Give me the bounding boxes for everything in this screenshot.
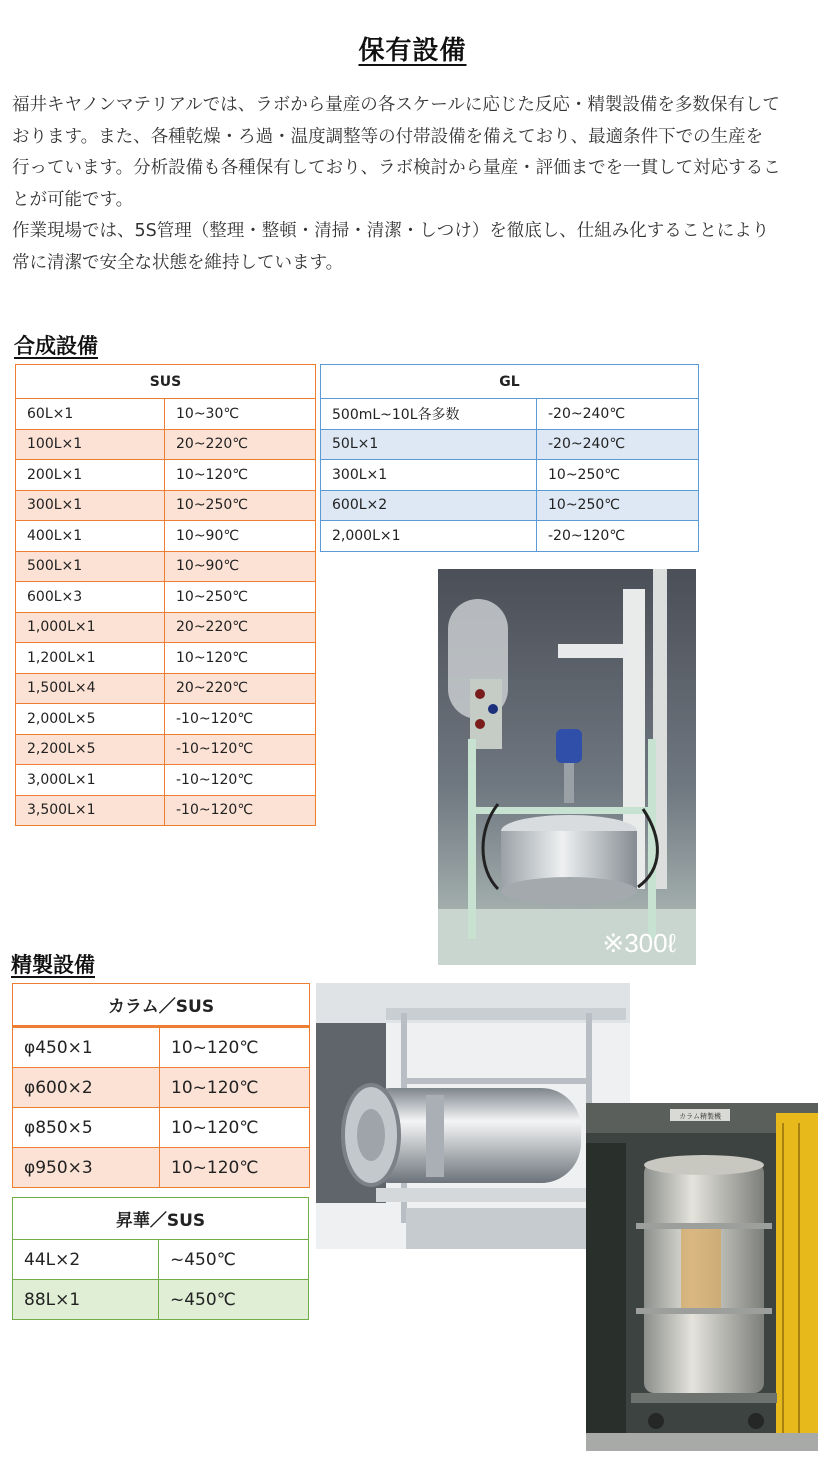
sus-capacity-cell: 600L×3 bbox=[16, 582, 165, 613]
gl-row bbox=[321, 521, 699, 552]
sus-temperature-cell: -10~120℃ bbox=[165, 765, 316, 796]
sus-temperature-cell: -10~120℃ bbox=[165, 734, 316, 765]
sublimation-row bbox=[13, 1240, 309, 1280]
sus-temperature-cell: 20~220℃ bbox=[165, 612, 316, 643]
synthesis-heading: 合成設備 bbox=[14, 334, 98, 358]
gl-table-header: GL bbox=[321, 365, 699, 399]
column-row bbox=[13, 1108, 310, 1148]
sus-capacity-cell: 400L×1 bbox=[16, 521, 165, 552]
sus-temperature-cell: 20~220℃ bbox=[165, 429, 316, 460]
gl-temperature-cell: -20~240℃ bbox=[537, 429, 699, 460]
sus-temperature-cell: 10~120℃ bbox=[165, 460, 316, 491]
column-photo-illustration bbox=[316, 983, 630, 1249]
gl-temperature-cell: -20~120℃ bbox=[537, 521, 699, 552]
gl-row bbox=[321, 490, 699, 521]
sus-row bbox=[16, 765, 316, 796]
intro-paragraph bbox=[12, 90, 817, 279]
column-capacity-cell: φ950×3 bbox=[13, 1148, 160, 1188]
gl-temperature-cell: 10~250℃ bbox=[537, 460, 699, 491]
sublimation-temperature-cell: ~450℃ bbox=[159, 1280, 309, 1320]
intro-line: 作業現場では、5S管理（整理・整頓・清掃・清潔・しつけ）を徹底し、仕組み化することにより bbox=[12, 221, 770, 241]
sublimation-capacity-cell: 88L×1 bbox=[13, 1280, 159, 1320]
gl-capacity-cell: 2,000L×1 bbox=[321, 521, 537, 552]
sus-row bbox=[16, 490, 316, 521]
reactor-photo-illustration bbox=[438, 569, 696, 965]
sus-row bbox=[16, 734, 316, 765]
column-row bbox=[13, 1068, 310, 1108]
gl-temperature-cell: -20~240℃ bbox=[537, 399, 699, 430]
sus-row bbox=[16, 399, 316, 430]
sus-capacity-cell: 500L×1 bbox=[16, 551, 165, 582]
sublimation-temperature-cell: ~450℃ bbox=[159, 1240, 309, 1280]
gl-capacity-cell: 500mL~10L各多数 bbox=[321, 399, 537, 430]
column-capacity-cell: φ850×5 bbox=[13, 1108, 160, 1148]
sus-row bbox=[16, 460, 316, 491]
column-sus-table-header: カラム／SUS bbox=[13, 984, 310, 1027]
intro-line: 福井キヤノンマテリアルでは、ラボから量産の各スケールに応じた反応・精製設備を多数保有して bbox=[12, 95, 780, 115]
column-row bbox=[13, 1027, 310, 1068]
sus-row bbox=[16, 551, 316, 582]
gl-temperature-cell: 10~250℃ bbox=[537, 490, 699, 521]
column-capacity-cell: φ600×2 bbox=[13, 1068, 160, 1108]
sus-capacity-cell: 200L×1 bbox=[16, 460, 165, 491]
intro-line: 常に清潔で安全な状態を維持しています。 bbox=[12, 252, 344, 273]
sus-capacity-cell: 1,000L×1 bbox=[16, 612, 165, 643]
sus-temperature-cell: 10~30℃ bbox=[165, 399, 316, 430]
gl-row bbox=[321, 429, 699, 460]
gl-capacity-cell: 50L×1 bbox=[321, 429, 537, 460]
sus-temperature-cell: 20~220℃ bbox=[165, 673, 316, 704]
intro-line: とが可能です。 bbox=[12, 189, 134, 210]
sus-temperature-cell: 10~90℃ bbox=[165, 551, 316, 582]
intro-line: おります。また、各種乾燥・ろ過・温度調整等の付帯設備を備えており、最適条件下での生産を bbox=[12, 126, 764, 147]
sus-temperature-cell: -10~120℃ bbox=[165, 795, 316, 826]
column-row bbox=[13, 1148, 310, 1188]
reactor-photo bbox=[438, 569, 696, 965]
sus-capacity-cell: 1,200L×1 bbox=[16, 643, 165, 674]
sus-row bbox=[16, 429, 316, 460]
page-title: 保有設備 bbox=[358, 36, 467, 66]
intro-line: 行っています。分析設備も各種保有しており、ラボ検討から量産・評価までを一貫して対応するこ bbox=[12, 158, 781, 178]
sublimation-sus-table bbox=[12, 1197, 309, 1320]
column-temperature-cell: 10~120℃ bbox=[160, 1148, 310, 1188]
column-unit-label: カラム精製機 bbox=[679, 1113, 721, 1121]
sus-row bbox=[16, 612, 316, 643]
column-capacity-cell: φ450×1 bbox=[13, 1027, 160, 1068]
sus-capacity-cell: 3,000L×1 bbox=[16, 765, 165, 796]
sus-row bbox=[16, 521, 316, 552]
sublimation-capacity-cell: 44L×2 bbox=[13, 1240, 159, 1280]
sus-row bbox=[16, 704, 316, 735]
sus-capacity-cell: 2,200L×5 bbox=[16, 734, 165, 765]
gl-row bbox=[321, 399, 699, 430]
sus-capacity-cell: 2,000L×5 bbox=[16, 704, 165, 735]
column-temperature-cell: 10~120℃ bbox=[160, 1027, 310, 1068]
sus-capacity-cell: 100L×1 bbox=[16, 429, 165, 460]
sus-row bbox=[16, 795, 316, 826]
gl-capacity-cell: 300L×1 bbox=[321, 460, 537, 491]
column-temperature-cell: 10~120℃ bbox=[160, 1068, 310, 1108]
gl-row bbox=[321, 460, 699, 491]
sus-capacity-cell: 3,500L×1 bbox=[16, 795, 165, 826]
column-temperature-cell: 10~120℃ bbox=[160, 1108, 310, 1148]
sus-row bbox=[16, 582, 316, 613]
column-photo bbox=[316, 983, 630, 1249]
sublimation-sus-table-header: 昇華／SUS bbox=[13, 1198, 309, 1240]
sus-capacity-cell: 1,500L×4 bbox=[16, 673, 165, 704]
sus-temperature-cell: 10~120℃ bbox=[165, 643, 316, 674]
gl-table bbox=[320, 364, 699, 552]
column-sus-table bbox=[12, 983, 310, 1188]
sus-table-header: SUS bbox=[16, 365, 316, 399]
gl-capacity-cell: 600L×2 bbox=[321, 490, 537, 521]
sus-row bbox=[16, 673, 316, 704]
sus-temperature-cell: 10~250℃ bbox=[165, 582, 316, 613]
sus-capacity-cell: 300L×1 bbox=[16, 490, 165, 521]
sublimation-row bbox=[13, 1280, 309, 1320]
purification-heading: 精製設備 bbox=[11, 953, 95, 977]
sus-capacity-cell: 60L×1 bbox=[16, 399, 165, 430]
sus-table bbox=[15, 364, 316, 826]
sus-row bbox=[16, 643, 316, 674]
reactor-photo-caption: ※300ℓ bbox=[602, 928, 676, 958]
sus-temperature-cell: 10~90℃ bbox=[165, 521, 316, 552]
sus-temperature-cell: -10~120℃ bbox=[165, 704, 316, 735]
column-unit-photo-illustration bbox=[586, 1103, 818, 1451]
column-unit-photo bbox=[586, 1103, 818, 1451]
sus-temperature-cell: 10~250℃ bbox=[165, 490, 316, 521]
